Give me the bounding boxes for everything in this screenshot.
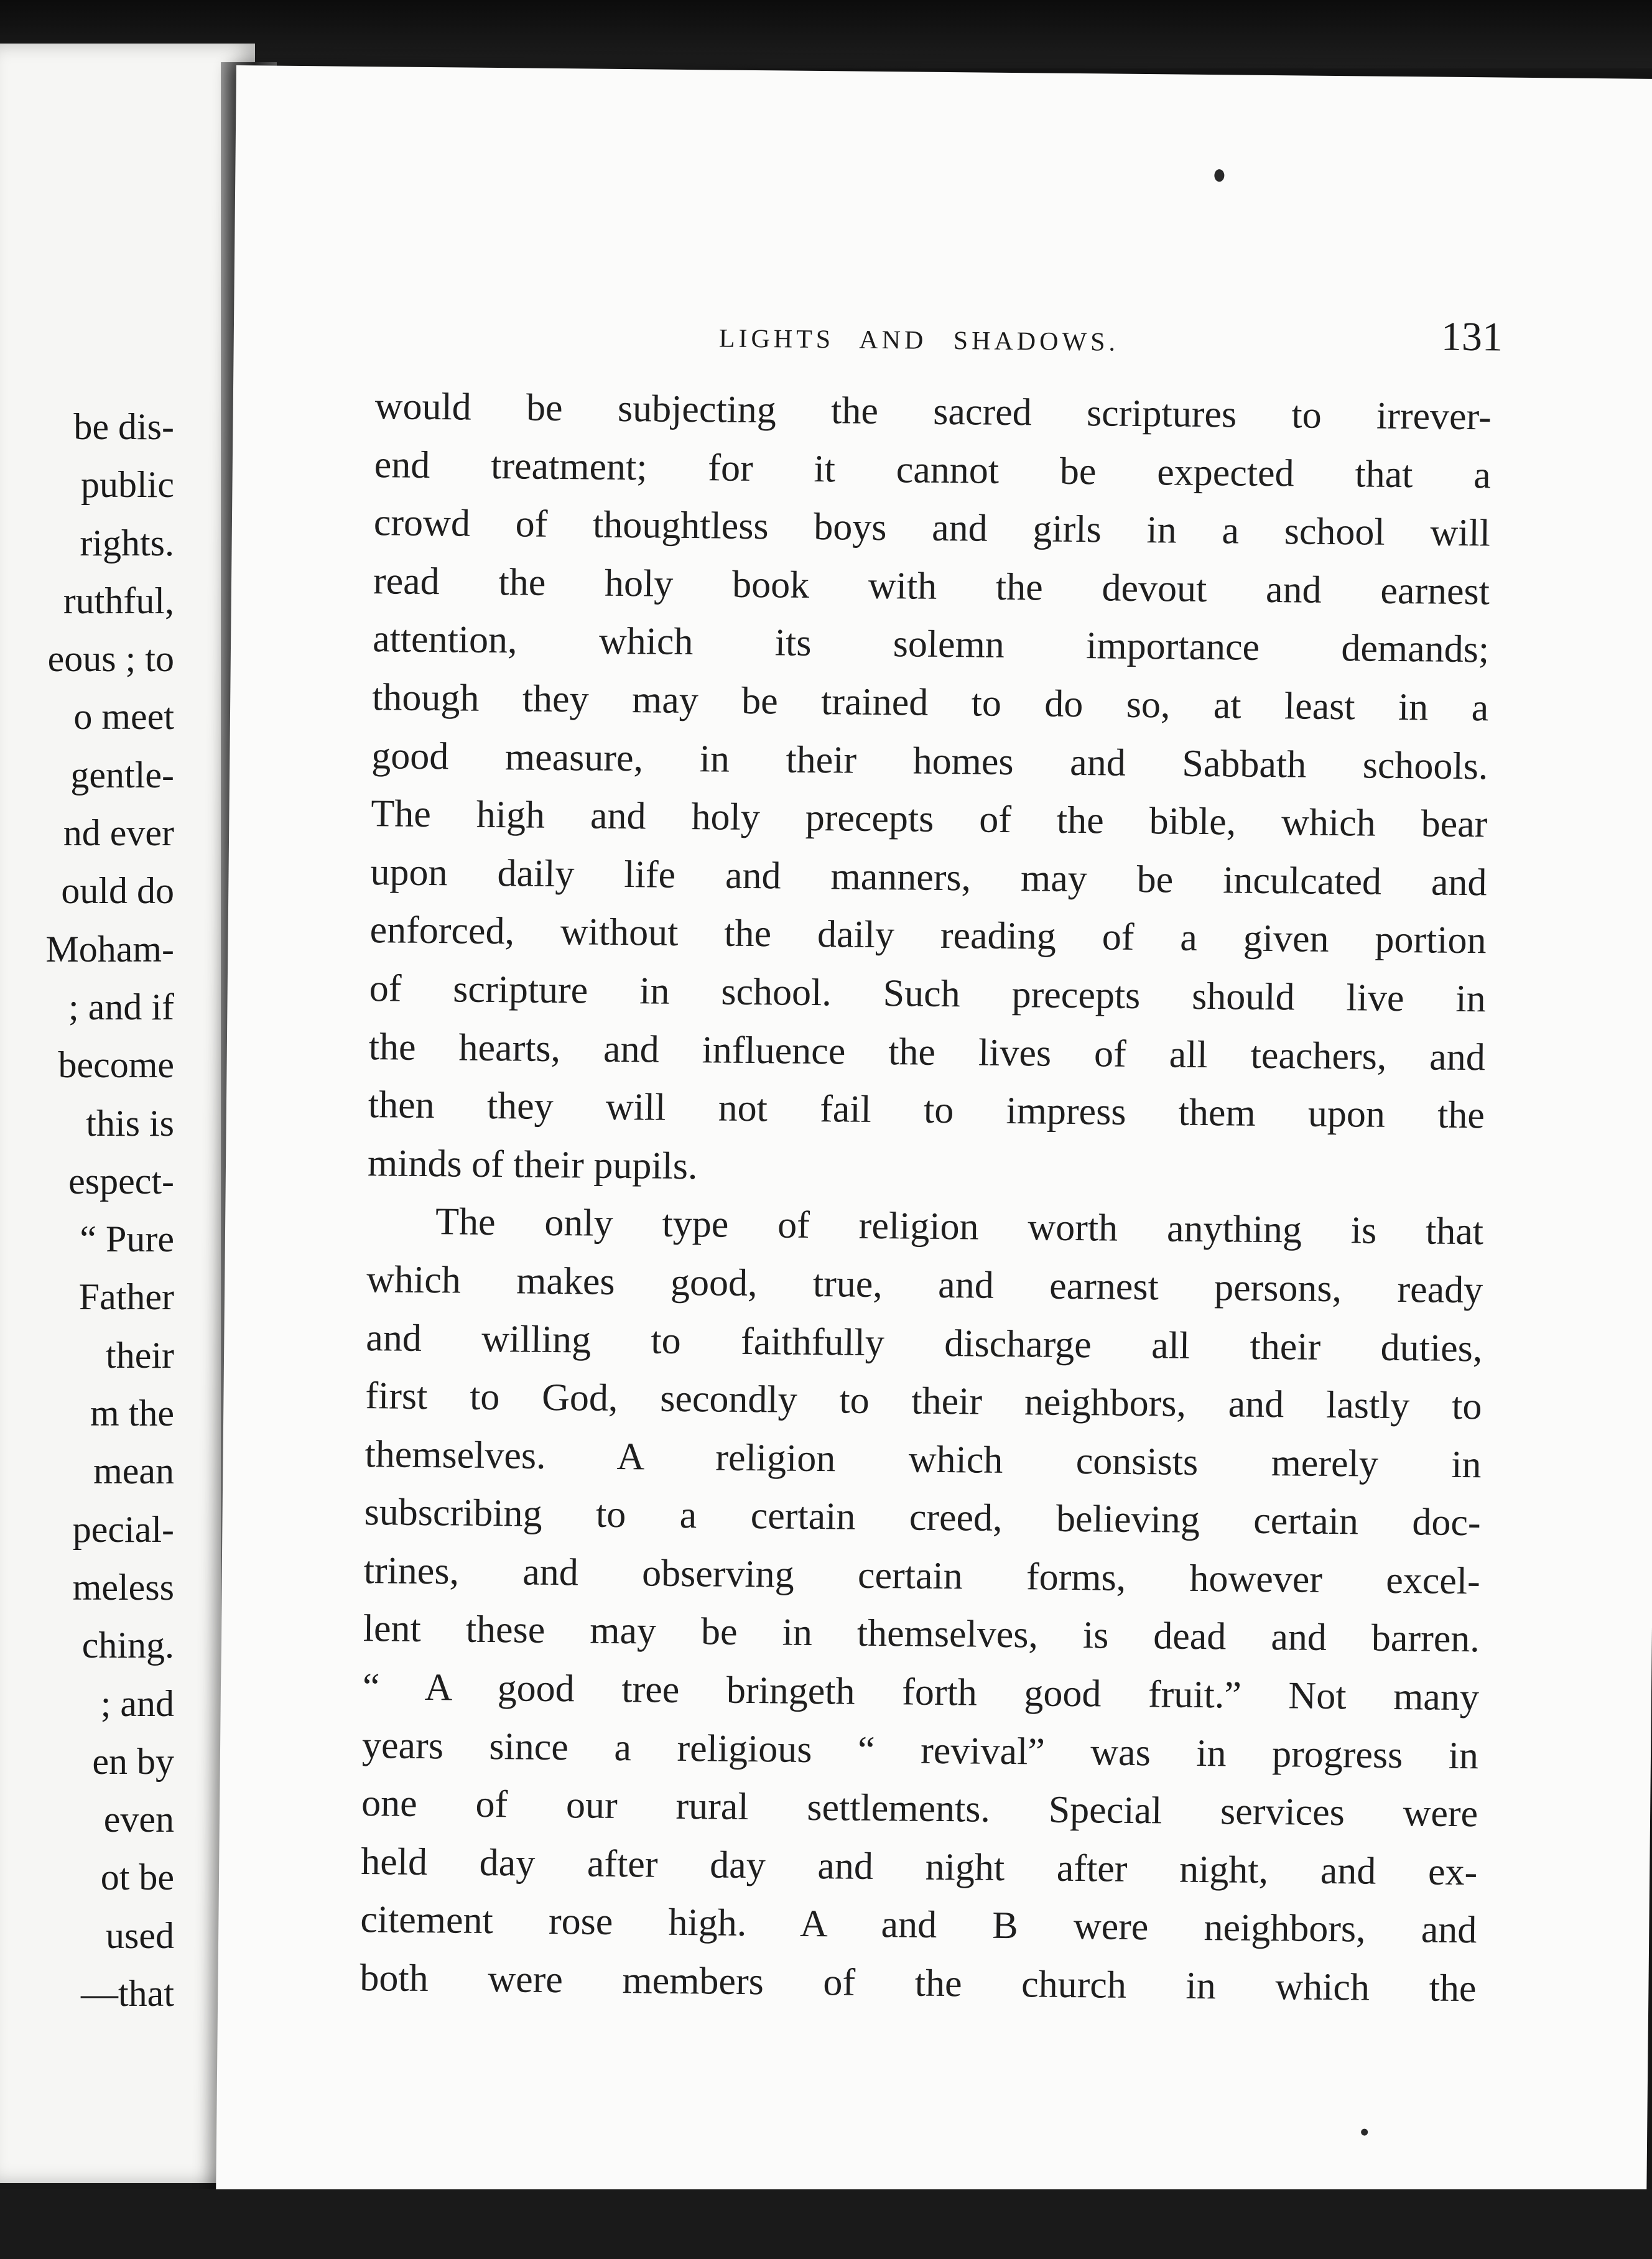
text-line: then they will not fail to impress them upon the [368,1083,1485,1137]
text-line: first to God, secondly to their neighbors, and lastly to [365,1375,1482,1428]
text-line: both were members of the church in which the [360,1957,1477,2010]
text-line: minds of their pupils. [367,1141,698,1187]
text-line: though they may be trained to do so, at least in a [371,676,1489,730]
left-text-line: public [81,464,174,506]
text-line: themselves. A religion which consists merely in [364,1432,1482,1487]
left-text-line: nd ever [63,812,174,854]
text-line: crowd of thoughtless boys and girls in a school will [373,501,1491,555]
left-text-line: ot be [100,1857,174,1898]
text-line: one of our rural settlements. Special services were [361,1782,1478,1835]
left-text-line: o meet [73,696,174,738]
running-title: LIGHTS AND SHADOWS. [718,324,1120,357]
running-head [233,302,1503,376]
scanner-background-bottom [0,2189,1652,2259]
left-text-line: gentle- [70,754,174,796]
left-text-line: espect- [68,1160,174,1202]
left-text-line: Moham- [45,928,174,970]
left-page-text [45,398,174,2023]
text-line: of scripture in school. Such precepts should live in [369,967,1487,1021]
page-body-text [360,378,1492,2018]
left-text-line: even [103,1799,174,1840]
left-text-line: their [106,1334,174,1376]
left-text-line: pecial- [72,1508,174,1550]
left-text-line: be dis- [73,406,174,447]
left-text-line: mean [93,1450,174,1492]
left-text-line: —that [81,1973,174,2015]
text-line: subscribing to a certain creed, believing certain doc- [364,1491,1481,1544]
text-line: and willing to faithfully discharge all their duties, [366,1316,1483,1370]
text-line: which makes good, true, and earnest persons, ready [366,1258,1483,1312]
left-text-line: eous ; to [47,638,174,680]
text-line: would be subjecting the sacred scriptures to irrever- [374,385,1492,438]
left-text-line: m the [90,1393,174,1434]
page-number: 131 [1441,313,1503,360]
left-text-line: meless [72,1566,174,1608]
text-line: good measure, in their homes and Sabbath schools. [371,734,1488,787]
left-page [0,44,255,2183]
text-line: The high and holy precepts of the bible, which bear [371,792,1488,846]
text-line: upon daily life and manners, may be inculcated and [370,850,1487,904]
left-text-line: ruthful, [63,580,174,621]
text-line: years since a religious “ revival” was in progress in [361,1723,1479,1777]
text-line: citement rose high. A and B were neighbors, and [360,1898,1477,1952]
left-text-line: become [58,1044,174,1086]
left-text-line: used [106,1914,174,1956]
scan-speck [1361,2129,1368,2136]
left-text-line: “ Pure [80,1218,174,1260]
right-page [216,65,1652,2231]
left-text-line: en by [92,1740,174,1782]
text-line: end treatment; for it cannot be expected that a [374,443,1492,496]
left-text-line: ould do [61,870,174,912]
text-line: held day after day and night after night, and ex- [360,1840,1478,1894]
text-line: enforced, without the daily reading of a given portion [369,909,1487,962]
left-text-line: rights. [80,522,174,564]
left-text-line: ; and [100,1682,174,1724]
scan-speck [1214,169,1224,182]
text-line: attention, which its solemn importance demands; [372,618,1490,671]
text-line: the hearts, and influence the lives of all teachers, and [368,1025,1486,1078]
left-text-line: Father [78,1276,174,1318]
left-text-line: ching. [81,1625,174,1666]
left-text-line: ; and if [68,986,174,1027]
text-line: lent these may be in themselves, is dead and barren. [363,1607,1480,1661]
text-line: The only type of religion worth anything is that [435,1200,1484,1253]
text-line: “ A good tree bringeth forth good fruit.” Not many [362,1666,1480,1719]
left-text-line: this is [86,1102,174,1144]
text-line: read the holy book with the devout and earnest [373,559,1490,613]
text-line: trines, and observing certain forms, however excel- [363,1549,1481,1603]
